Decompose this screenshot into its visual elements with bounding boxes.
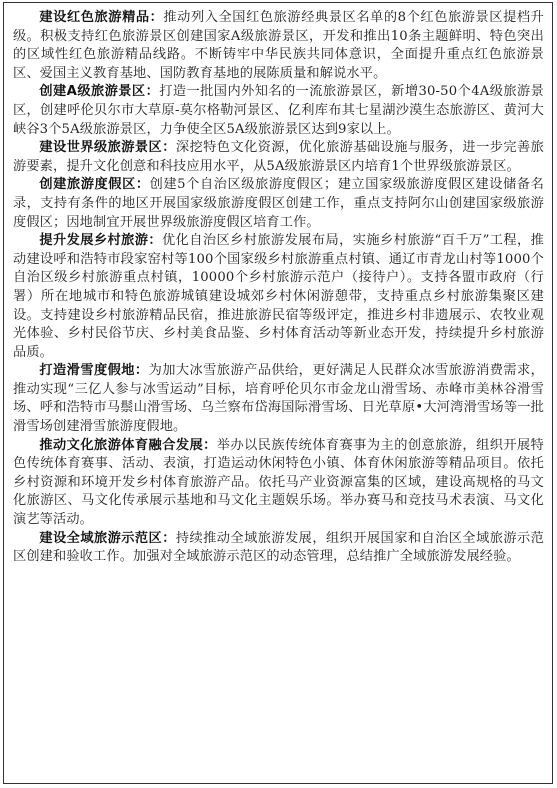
paragraph-body: 创建5个自治区级旅游度假区；建立国家级旅游度假区建设储备名录，支持有条件的地区开展国家级旅游度假区创建工作，重点支持阿尔山创建国家级旅游度假区；因地制宜开展世界级旅游度假区培育工作。: [13, 177, 544, 230]
paragraph-heading: 创建旅游度假区：: [39, 177, 150, 193]
paragraph-resort: [13, 176, 544, 232]
paragraph-body: 深挖特色文化资源，优化旅游基础设施与服务，进一步完善旅游要素，提升文化创意和科技应用水平，从5A级旅游景区内培育1个世界级旅游景区。: [13, 140, 544, 174]
paragraph-a-level-scenic: [13, 83, 544, 139]
paragraph-world-class-scenic: [13, 139, 544, 176]
paragraph-body: 打造一批国内外知名的一流旅游景区，新增30-50个4A级旅游景区，创建呼伦贝尔市大草原-莫尔格勒河景区、亿利库布其七星湖沙漠生态旅游区、黄河大峡谷3个5A级旅游景区，力争使全区5A级旅游景区达到9家以上。: [13, 84, 544, 137]
paragraph-heading: 建设全域旅游示范区：: [39, 530, 176, 546]
paragraph-red-tourism: [13, 9, 544, 83]
bordered-text-box: [3, 2, 553, 784]
paragraph-rural-tourism: [13, 232, 544, 362]
paragraph-heading: 建设世界级旅游景区：: [39, 140, 176, 156]
paragraph-ski-resort: [13, 362, 544, 436]
paragraph-heading: 创建A级旅游景区：: [39, 84, 160, 100]
paragraph-heading: 打造滑雪度假地：: [39, 363, 149, 379]
paragraph-body: 推动列入全国红色旅游经典景区名单的8个红色旅游景区提档升级。积极支持红色旅游景区创建国家A级旅游景区，开发和推出10条主题鲜明、特色突出的区域性红色旅游精品线路。不断铸牢中华民族共同体意识，全面提升重点红色旅游景区、爱国主义教育基地、国防教育基地的展陈质量和解说水平。: [13, 10, 544, 81]
paragraph-body: 举办以民族传统体育赛事为主的创意旅游，组织开展特色传统体育赛事、活动、表演，打造运动休闲特色小镇、体育休闲旅游等精品项目。依托乡村资源和环境开发乡村体育旅游产品。依托马产业资源富集的区域，建设高规格的马文化旅游区、马文化传承展示基地和马文化主题娱乐场。举办赛马和竞技马术表演、马文化演艺等活动。: [13, 437, 544, 528]
paragraph-body: 优化自治区乡村旅游发展布局，实施乡村旅游“百千万”工程，推动建设呼和浩特市段家窑村等100个国家级乡村旅游重点村镇、通辽市青龙山村等1000个自治区级乡村旅游重点村镇，10000个乡村旅游示范户（接待户）。支持各盟市政府（行署）所在地城市和特色旅游城镇建设城郊乡村休闲游憩带，支持重点乡村旅游集聚区建设。支持建设乡村旅游精品民宿，推进旅游民宿等级评定，推进乡村非遗展示、农牧业观光体验、乡村民俗节庆、乡村美食品鉴、乡村体育活动等新业态开发，持续提升乡村旅游品质。: [13, 233, 544, 360]
paragraph-all-for-one-tourism: [13, 530, 544, 567]
paragraph-heading: 推动文化旅游体育融合发展：: [39, 437, 217, 453]
paragraph-culture-sports-fusion: [13, 437, 544, 530]
paragraph-body: 为加大冰雪旅游产品供给，更好满足人民群众冰雪旅游消费需求，推动实现“三亿人参与冰雪运动”目标，培育呼伦贝尔市金龙山滑雪场、赤峰市美林谷滑雪场、呼和浩特市马鬃山滑雪场、乌兰察布岱海国际滑雪场、日光草原•大河湾滑雪场等一批滑雪场创建滑雪旅游度假地。: [13, 363, 544, 435]
paragraph-heading: 建设红色旅游精品：: [39, 10, 164, 25]
paragraph-heading: 提升发展乡村旅游：: [39, 233, 163, 249]
paragraph-body: 持续推动全域旅游发展，组织开展国家和自治区全域旅游示范区创建和验收工作。加强对全域旅游示范区的动态管理，总结推广全域旅游发展经验。: [13, 530, 544, 565]
